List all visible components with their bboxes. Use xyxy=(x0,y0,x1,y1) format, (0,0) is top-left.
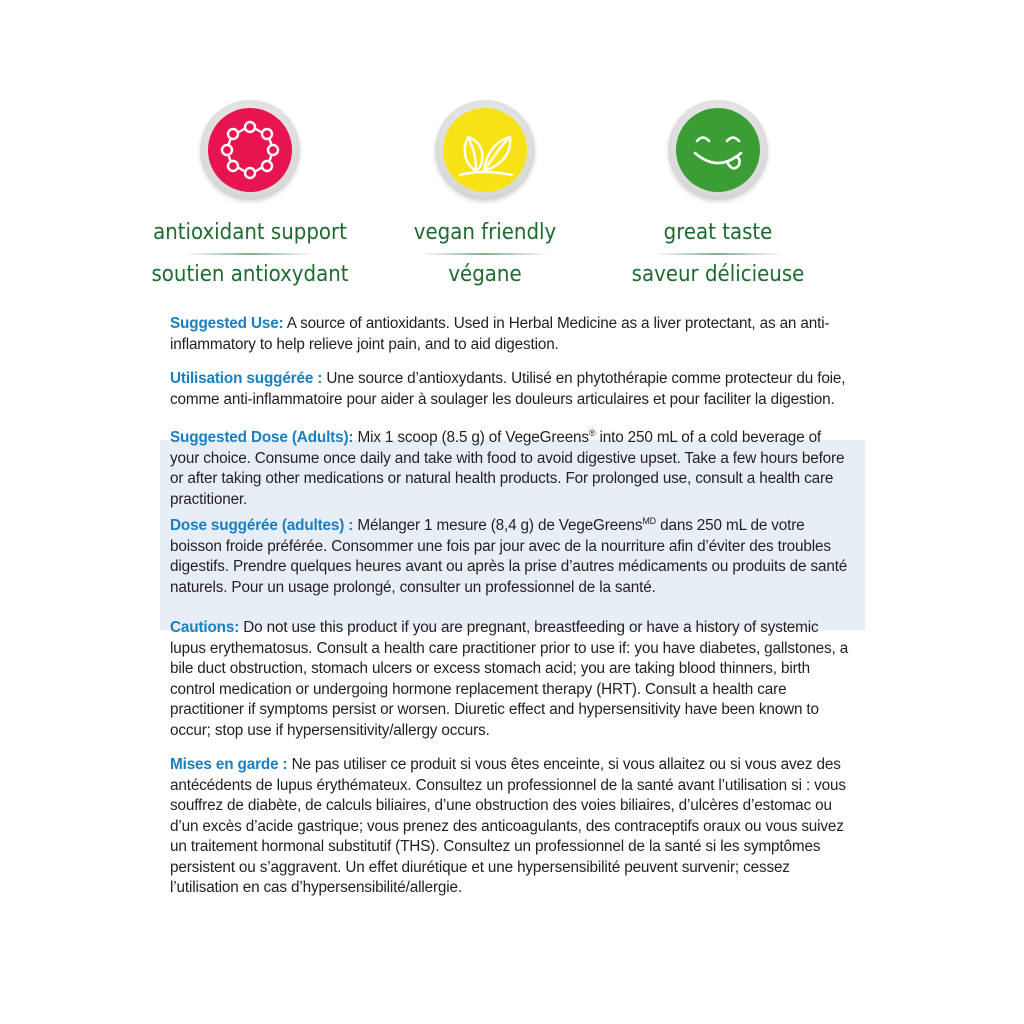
section-label: Mises en garde : xyxy=(170,756,288,773)
badge-divider xyxy=(420,253,550,255)
cautions-paragraph xyxy=(170,618,850,741)
badge-label-fr: soutien antioxydant xyxy=(151,262,349,287)
section-label: Suggested Use: xyxy=(170,315,284,332)
section-text: Ne pas utiliser ce produit si vous êtes enceinte, si vous allaitez ou si vous avez des antécédents de lupus érythémateux. Consultez un professionnel de la santé avant l’utilisation si : vous souffrez de diabète, de calculs biliaires, d’une obstruction des voies biliaires, d’ulcères d’estomac ou d’un excès d’acide gastrique; vous prenez des anticoagulants, des contraceptifs oraux ou vous suivez un traitement hormonal substitutif (THS). Consultez un professionnel de la santé si les symptômes persistent ou s’aggravent. Un effet diurétique et une hypersensibilité peuvent survenir; cessez l’utilisation en cas d’hypersensibilité/allergie. xyxy=(170,756,846,896)
suggested-use-paragraph xyxy=(170,314,850,355)
badge-great-taste xyxy=(588,100,848,286)
badge-ring xyxy=(668,100,768,200)
badge-antioxidant xyxy=(120,100,380,286)
badge-label-en: antioxidant support xyxy=(153,220,347,245)
badge-label-fr: végane xyxy=(448,262,522,287)
badge-label-en: great taste xyxy=(663,220,773,245)
antioxidant-molecule-icon xyxy=(208,108,292,192)
smiley-face-icon xyxy=(676,108,760,192)
section-text: Mélanger 1 mesure (8,4 g) de VegeGreens xyxy=(353,517,643,534)
section-text: A source of antioxidants. Used in Herbal Medicine as a liver protectant, as an anti-inflammatory to help relieve joint pain, and to aid digestion. xyxy=(170,315,830,353)
badge-label-fr: saveur délicieuse xyxy=(631,262,805,287)
section-label: Dose suggérée (adultes) : xyxy=(170,517,354,534)
product-info-text xyxy=(170,314,850,899)
section-label: Suggested Dose (Adults): xyxy=(170,429,354,446)
section-text: Do not use this product if you are pregnant, breastfeeding or have a history of systemic lupus erythematosus. Consult a health care practitioner prior to use if: you have diabetes, gallstones, a bile duct obstruction, stomach ulcers or excess stomach acid; you are taking blood thinners, birth control medication or undergoing hormone replacement therapy (HRT). Consult a health care practitioner if symptoms persist or worsen. Diuretic effect and hypersensitivity have been known to occur; stop use if hypersensitivity/allergy occurs. xyxy=(170,619,849,739)
mises-en-garde-paragraph xyxy=(170,755,850,899)
badge-divider xyxy=(653,253,783,255)
section-label: Utilisation suggérée : xyxy=(170,370,323,387)
vegan-leaves-icon xyxy=(443,108,527,192)
badge-divider xyxy=(185,253,315,255)
registered-mark: ® xyxy=(588,428,596,438)
badge-label-en: vegan friendly xyxy=(413,220,557,245)
dose-suggeree-paragraph xyxy=(170,516,850,598)
badge-ring xyxy=(435,100,535,200)
suggested-dose-paragraph xyxy=(170,428,850,510)
registered-mark: MD xyxy=(642,516,657,526)
section-text: Une source d’antioxydants. Utilisé en phytothérapie comme protecteur du foie, comme anti-inflammatoire pour aider à soulager les douleurs articulaires et pour faciliter la digestion. xyxy=(170,370,846,408)
feature-badges xyxy=(0,0,1024,300)
section-text: into 250 mL of a cold beverage of your choice. Consume once daily and take with food to avoid digestive upset. Take a few hours before or after taking other medications or natural health products. For prolonged use, consult a health care practitioner. xyxy=(170,429,845,508)
badge-vegan xyxy=(355,100,615,286)
utilisation-paragraph xyxy=(170,369,850,410)
badge-ring xyxy=(200,100,300,200)
section-text: dans 250 mL de votre boisson froide préférée. Consommer une fois par jour avec de la nourriture afin d’éviter des troubles digestifs. Prendre quelques heures avant ou après la prise d’autres médicaments ou produits de santé naturels. Pour un usage prolongé, consulter un professionnel de la santé. xyxy=(170,517,848,596)
section-label: Cautions: xyxy=(170,619,240,636)
section-text: Mix 1 scoop (8.5 g) of VegeGreens xyxy=(353,429,589,446)
